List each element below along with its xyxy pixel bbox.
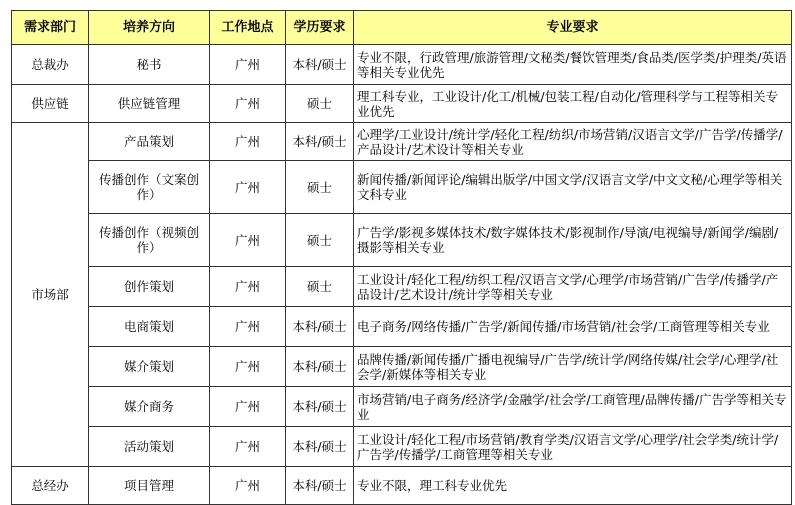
table-row	[12, 45, 792, 85]
header-location: 工作地点	[210, 11, 286, 45]
location-cell: 广州	[210, 427, 286, 467]
education-cell: 硕士	[286, 161, 354, 214]
major-cell: 专业不限，行政管理/旅游管理/文秘类/餐饮管理类/食品类/医学类/护理类/英语等相关专业优先	[354, 45, 792, 85]
location-cell: 广州	[210, 45, 286, 85]
major-cell: 理工科专业，工业设计/化工/机械/包装工程/自动化/管理科学与工程等相关专业优先	[354, 85, 792, 123]
table-header-row	[12, 11, 792, 45]
dept-cell: 供应链	[12, 85, 89, 123]
table-row	[12, 307, 792, 347]
education-cell: 本科/硕士	[286, 387, 354, 427]
education-cell: 本科/硕士	[286, 347, 354, 387]
education-cell: 本科/硕士	[286, 467, 354, 505]
direction-cell: 供应链管理	[89, 85, 210, 123]
major-cell: 工业设计/轻化工程/纺织工程/汉语言文学/心理学/市场营销/广告学/传播学/产品设计/艺术设计/统计学等相关专业	[354, 267, 792, 307]
table-row	[12, 267, 792, 307]
dept-cell: 总裁办	[12, 45, 89, 85]
education-cell: 本科/硕士	[286, 427, 354, 467]
education-cell: 本科/硕士	[286, 45, 354, 85]
table-row	[12, 427, 792, 467]
major-cell: 新闻传播/新闻评论/编辑出版学/中国文学/汉语言文学/中文文秘/心理学等相关文科专业	[354, 161, 792, 214]
education-cell: 硕士	[286, 85, 354, 123]
direction-cell: 媒介策划	[89, 347, 210, 387]
major-cell: 电子商务/网络传播/广告学/新闻传播/市场营销/社会学/工商管理等相关专业	[354, 307, 792, 347]
major-cell: 心理学/工业设计/统计学/轻化工程/纺织/市场营销/汉语言文学/广告学/传播学/产品设计/艺术设计等相关专业	[354, 123, 792, 161]
direction-cell: 项目管理	[89, 467, 210, 505]
direction-cell: 媒介商务	[89, 387, 210, 427]
major-cell: 市场营销/电子商务/经济学/金融学/社会学/工商管理/品牌传播/广告学等相关专业	[354, 387, 792, 427]
education-cell: 硕士	[286, 267, 354, 307]
table-row	[12, 387, 792, 427]
header-major: 专业要求	[354, 11, 792, 45]
table-row	[12, 123, 792, 161]
location-cell: 广州	[210, 267, 286, 307]
header-direction: 培养方向	[89, 11, 210, 45]
location-cell: 广州	[210, 214, 286, 267]
table-row	[12, 85, 792, 123]
location-cell: 广州	[210, 347, 286, 387]
direction-cell: 创作策划	[89, 267, 210, 307]
table-row	[12, 161, 792, 214]
location-cell: 广州	[210, 123, 286, 161]
major-cell: 工业设计/轻化工程/市场营销/教育学类/汉语言文学/心理学/社会学类/统计学/广告学/传播学/工商管理等相关专业	[354, 427, 792, 467]
education-cell: 本科/硕士	[286, 307, 354, 347]
education-cell: 硕士	[286, 214, 354, 267]
header-dept: 需求部门	[12, 11, 89, 45]
dept-cell: 市场部	[12, 123, 89, 467]
major-cell: 广告学/影视多媒体技术/数字媒体技术/影视制作/导演/电视编导/新闻学/编剧/摄影等相关专业	[354, 214, 792, 267]
direction-cell: 传播创作（视频创作）	[89, 214, 210, 267]
major-cell: 专业不限，理工科专业优先	[354, 467, 792, 505]
direction-cell: 秘书	[89, 45, 210, 85]
education-cell: 本科/硕士	[286, 123, 354, 161]
location-cell: 广州	[210, 387, 286, 427]
direction-cell: 传播创作（文案创作）	[89, 161, 210, 214]
table-row	[12, 467, 792, 505]
header-education: 学历要求	[286, 11, 354, 45]
location-cell: 广州	[210, 467, 286, 505]
location-cell: 广州	[210, 85, 286, 123]
direction-cell: 电商策划	[89, 307, 210, 347]
dept-cell: 总经办	[12, 467, 89, 505]
direction-cell: 产品策划	[89, 123, 210, 161]
direction-cell: 活动策划	[89, 427, 210, 467]
recruitment-requirements-table	[11, 10, 792, 505]
table-row	[12, 347, 792, 387]
location-cell: 广州	[210, 161, 286, 214]
major-cell: 品牌传播/新闻传播/广播电视编导/广告学/统计学/网络传媒/社会学/心理学/社会学/新媒体等相关专业	[354, 347, 792, 387]
table-row	[12, 214, 792, 267]
location-cell: 广州	[210, 307, 286, 347]
